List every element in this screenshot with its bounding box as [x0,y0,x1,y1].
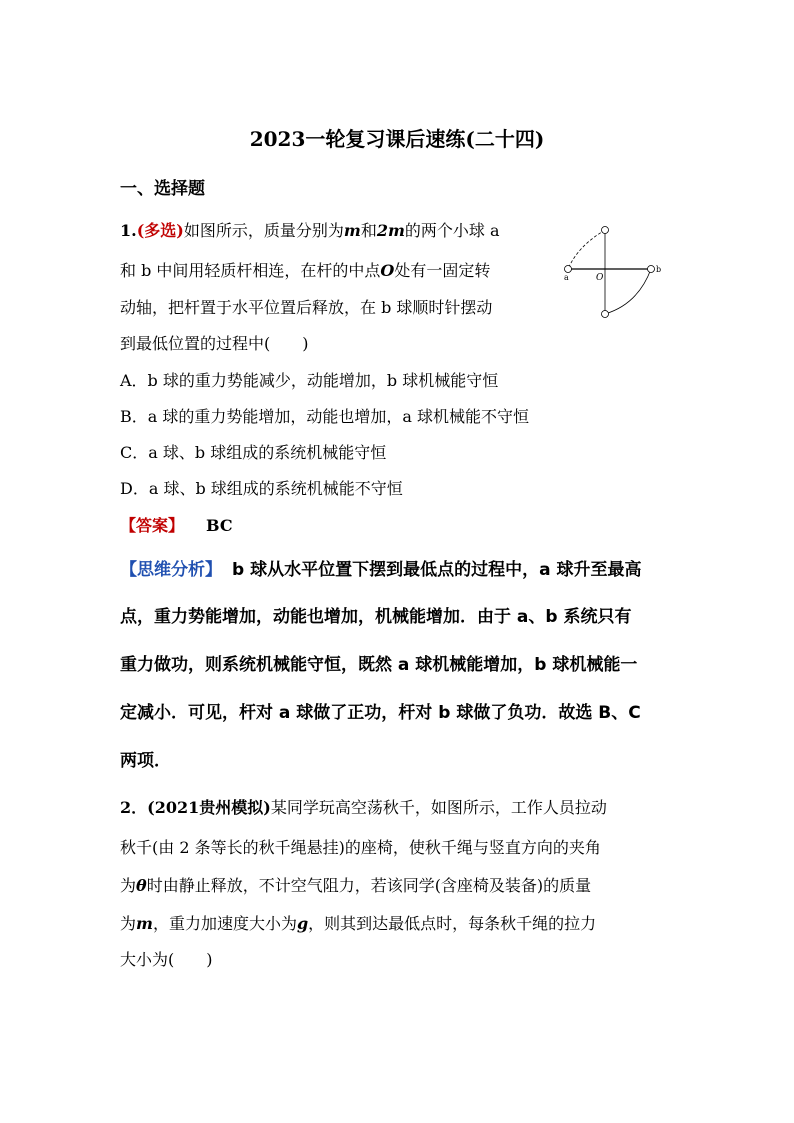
label-b: b [656,265,662,274]
q1-tag: (多选) [136,221,184,240]
q2-line-2: 秋千(由 2 条等长的秋千绳悬挂)的座椅，使秋千绳与竖直方向的夹角 [120,838,601,857]
q1-line-1 [120,218,500,241]
a-path-arc [568,230,605,269]
q1-line-3: 动轴，把杆置于水平位置后释放，在 b 球顺时针摆动 [120,298,493,317]
q2-mass: m [136,914,153,933]
q2-text: ，则其到达最低点时，每条秋千绳的拉力 [308,914,597,933]
q1-text: 和 [360,221,377,240]
q2-line-3 [120,873,591,896]
q2-line-4 [120,911,596,934]
ball-b [648,266,655,273]
q1-point-o: O [380,261,395,280]
q1-text: 和 b 中间用轻质杆相连，在杆的中点 [120,261,381,280]
q1-answer [120,513,233,536]
analysis-line-2: 点，重力势能增加，动能也增加，机械能增加．由于 a、b 系统只有 [120,607,632,627]
q1-line-2 [120,258,490,281]
analysis-line-5: 两项． [120,751,171,771]
q1-mass-m: m [343,221,361,240]
q2-text: ，重力加速度大小为 [152,914,297,933]
page-title: 2023一轮复习课后速练(二十四) [249,127,545,151]
q1-option-d: D．a 球、b 球组成的系统机械能不守恒 [120,479,403,498]
q1-text: 如图所示，质量分别为 [183,221,344,240]
q2-text: 时由静止释放，不计空气阻力，若该同学(含座椅及装备)的质量 [146,876,592,895]
q1-mass-2m: 2m [376,221,405,240]
q1-option-a: A．b 球的重力势能减少，动能增加，b 球机械能守恒 [120,371,499,390]
analysis-line-3: 重力做功，则系统机械能守恒，既然 a 球机械能增加，b 球机械能一 [120,655,638,675]
label-a: a [564,273,569,282]
ball-bottom [602,311,609,318]
ball-top [602,227,609,234]
analysis-line-4: 定减小．可见，杆对 a 球做了正功，杆对 b 球做了负功．故选 B、C [120,703,641,723]
q2-text: 为 [120,914,137,933]
q1-option-b: B．a 球的重力势能增加，动能也增加，a 球机械能不守恒 [120,407,530,426]
label-o: O [596,273,604,283]
answer-value: BC [206,516,233,535]
q2-line-1 [120,795,607,818]
q2-number: 2． [120,798,148,817]
q2-line-5: 大小为( ) [120,950,213,969]
q1-text: 的两个小球 a [404,221,500,240]
q1-number: 1. [120,221,137,240]
q1-text: 处有一固定转 [394,261,491,280]
analysis-text: b 球从水平位置下摆到最低点的过程中，a 球升至最高 [232,560,642,580]
q2-theta: θ [136,876,147,895]
analysis-line-1 [120,555,641,580]
q2-text: 为 [120,876,137,895]
b-path-arc [605,269,651,314]
ball-a [565,266,572,273]
q2-text: 某同学玩高空荡秋千，如图所示，工作人员拉动 [270,798,607,817]
section-heading: 一、选择题 [120,179,205,199]
q1-line-4: 到最低位置的过程中( ) [120,334,309,353]
answer-label: 【答案】 [120,516,185,535]
analysis-label: 【思维分析】 [120,560,222,580]
q1-option-c: C．a 球、b 球组成的系统机械能守恒 [120,443,387,462]
q2-source: (2021贵州模拟) [147,798,271,817]
rod-pendulum-diagram [558,222,670,320]
q2-gravity: g [296,914,309,933]
